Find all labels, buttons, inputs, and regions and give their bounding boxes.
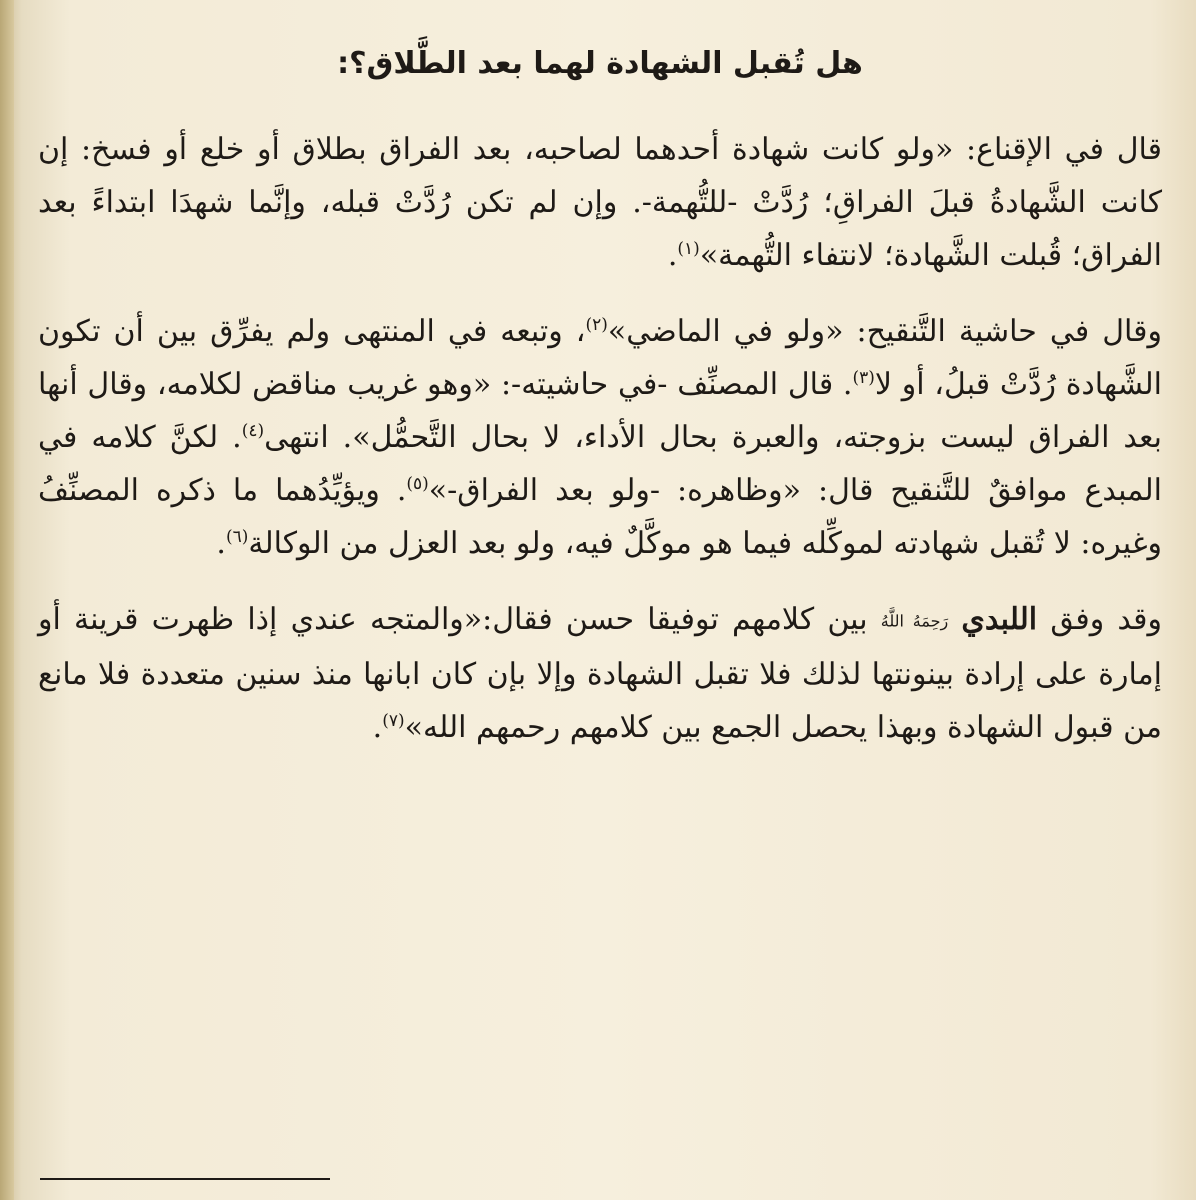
footnote-ref-4: (٤): [241, 421, 265, 441]
paragraph-iqna-text: قال في الإقناع: «ولو كانت شهادة أحدهما لصاحبه، بعد الفراق بطلاق أو خلع أو فسخ: إن كانت الشَّهادةُ قبلَ الفراقِ؛ رُدَّتْ -للتُّهمة-. وإن لم تكن رُدَّتْ قبله، وإنَّما شهدَا ابتداءً بعد الفراق؛ قُبلت الشَّهادة؛ لانتفاء التُّهمة»: [38, 132, 1162, 273]
paragraph-tanqih-d: . لكنَّ كلامه في المبدع موافقٌ للتَّنقيح قال: «وظاهره: -ولو بعد الفراق-»: [38, 420, 1162, 508]
paragraph-labadi-b: بين كلامهم توفيقا حسن فقال:«والمتجه عندي إذا ظهرت قرينة أو إمارة على إرادة بينونتها لذلك فلا تقبل الشهادة وإلا بإن كان ابانها منذ سنين متعددة فلا مانع من قبول الشهادة وبهذا يحصل الجمع بين كلامهم رحمهم الله»: [38, 602, 1162, 745]
paragraph-iqna-end: .: [667, 238, 678, 273]
paragraph-tanqih-c: . قال المصنِّف -في حاشيته-: «وهو غريب مناقض لكلامه، وقال أنها بعد الفراق ليست بزوجته، والعبرة بحال الأداء، لا بحال التَّحمُّل». انتهى: [38, 367, 1162, 455]
footnote-ref-6: (٦): [225, 527, 249, 547]
paragraph-labadi-a: وقد وفق: [1050, 602, 1162, 637]
paragraph-iqna: [38, 123, 1162, 282]
footnote-ref-3: (٣): [852, 368, 875, 388]
footnote-separator-line: [40, 1178, 330, 1180]
footnote-ref-7: (٧): [382, 710, 405, 731]
honorific-mark: رَحِمَهُ اللَّهُ: [880, 611, 949, 631]
paragraph-tanqih-f: .: [216, 526, 226, 561]
paragraph-tanqih-e: . ويؤيِّدُهما ما ذكره المصنِّفُ وغيره: لا تُقبل شهادته لموكِّله فيما هو موكَّلٌ فيه، ولو بعد العزل من الوكالة: [38, 473, 1162, 561]
footnote-ref-1: (١): [677, 239, 700, 259]
page-content: [38, 44, 1162, 777]
paragraph-tanqih-b: ، وتبعه في المنتهى ولم يفرِّق بين أن تكون الشَّهادة رُدَّتْ قبلُ، أو لا: [38, 314, 1162, 402]
paragraph-labadi-end: .: [372, 709, 383, 745]
paragraph-tanqih-a: وقال في حاشية التَّنقيح: «ولو في الماضي»: [607, 314, 1162, 349]
paragraph-tanqih: [38, 305, 1162, 570]
footnote-ref-5: (٥): [406, 474, 429, 494]
page-binding-edge: [0, 0, 14, 1200]
section-heading: هل تُقبل الشهادة لهما بعد الطَّلاق؟:: [337, 46, 863, 81]
paragraph-labadi: [38, 593, 1162, 754]
scholar-name: اللبدي: [961, 602, 1038, 637]
footnote-ref-2: (٢): [585, 315, 608, 335]
